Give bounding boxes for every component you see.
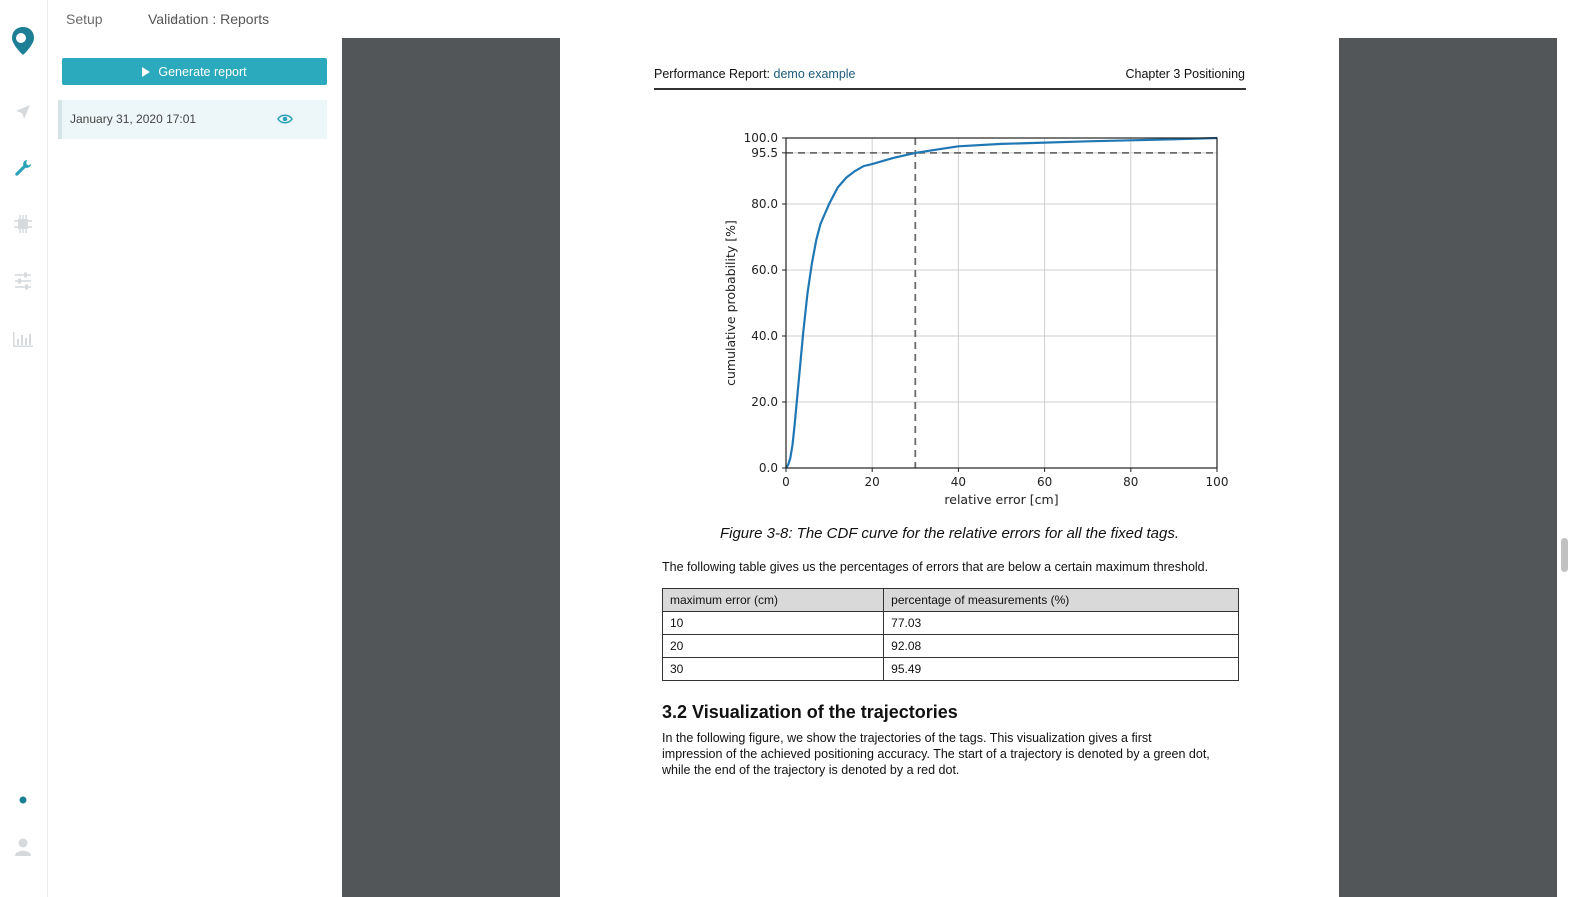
generate-report-label: Generate report <box>158 64 247 79</box>
user-icon[interactable] <box>10 834 36 860</box>
x-tick-label: 20 <box>864 475 880 489</box>
table-intro-text: The following table gives us the percentages of errors that are below a certain maximum threshold. <box>662 560 1209 574</box>
report-header-chapter: Chapter 3 Positioning <box>1125 67 1245 81</box>
breadcrumb <box>48 0 1595 38</box>
section-paragraph <box>662 730 1244 778</box>
table-cell: 10 <box>663 612 884 635</box>
y-tick-label: 40.0 <box>751 329 778 343</box>
x-tick-label: 0 <box>782 475 790 489</box>
eye-icon[interactable] <box>277 112 293 130</box>
reports-panel <box>48 38 342 897</box>
table-header-cell: maximum error (cm) <box>663 589 884 612</box>
report-date: January 31, 2020 17:01 <box>70 112 197 126</box>
nav-rail <box>0 0 48 897</box>
generate-report-button[interactable] <box>62 58 327 85</box>
logo-pin-icon[interactable] <box>10 28 36 54</box>
table-cell: 95.49 <box>884 658 1239 681</box>
header-rule <box>654 88 1246 90</box>
sliders-icon[interactable] <box>10 268 36 294</box>
table-row <box>663 612 1239 635</box>
breadcrumb-setup[interactable]: Setup <box>66 11 103 27</box>
y-axis-label: cumulative probability [%] <box>723 220 738 386</box>
table-row <box>663 658 1239 681</box>
paragraph-line: while the end of the trajectory is denoted by a red dot. <box>662 763 960 777</box>
table-cell: 92.08 <box>884 635 1239 658</box>
figure-caption: Figure 3-8: The CDF curve for the relative errors for all the fixed tags. <box>719 525 1180 542</box>
bar-chart-icon[interactable] <box>10 326 36 352</box>
y-tick-label: 60.0 <box>751 263 778 277</box>
cdf-chart <box>720 123 1245 518</box>
table-cell: 30 <box>663 658 884 681</box>
chip-icon[interactable] <box>10 211 36 237</box>
table-row <box>663 635 1239 658</box>
play-icon <box>142 67 150 77</box>
x-tick-label: 60 <box>1036 475 1053 489</box>
scrollbar[interactable] <box>1557 38 1595 897</box>
paragraph-line: impression of the achieved positioning accuracy. The start of a trajectory is denoted by a green dot, <box>662 747 1210 761</box>
pdf-page <box>560 38 1339 897</box>
x-tick-label: 80 <box>1123 475 1139 489</box>
table-cell: 20 <box>663 635 884 658</box>
pdf-viewer[interactable] <box>342 38 1557 897</box>
y-tick-label: 95.5 <box>751 145 778 160</box>
table-cell: 77.03 <box>884 612 1239 635</box>
scrollbar-thumb[interactable] <box>1561 538 1568 572</box>
y-tick-label: 80.0 <box>751 197 778 211</box>
x-tick-label: 100 <box>1205 475 1229 489</box>
x-tick-label: 40 <box>950 475 967 489</box>
report-list-item[interactable] <box>58 100 327 139</box>
cdf-series-line <box>786 138 1217 468</box>
report-header-title: Performance Report: demo example <box>654 67 856 81</box>
y-tick-label: 100.0 <box>743 131 778 145</box>
y-tick-label: 0.0 <box>758 461 778 475</box>
table-header-cell: percentage of measurements (%) <box>884 589 1239 612</box>
breadcrumb-current: Validation : Reports <box>148 11 270 27</box>
y-tick-label: 20.0 <box>751 395 778 409</box>
wrench-icon[interactable] <box>10 155 36 181</box>
navigate-icon[interactable] <box>10 99 36 125</box>
section-heading: 3.2 Visualization of the trajectories <box>662 702 958 722</box>
plot-frame <box>786 138 1217 468</box>
paragraph-line: In the following figure, we show the trajectories of the tags. This visualization gives a first <box>662 731 1152 745</box>
x-axis-label: relative error [cm] <box>944 492 1059 507</box>
status-dot-icon <box>10 787 36 813</box>
table-header-row <box>663 589 1239 612</box>
error-threshold-table <box>662 588 1239 681</box>
